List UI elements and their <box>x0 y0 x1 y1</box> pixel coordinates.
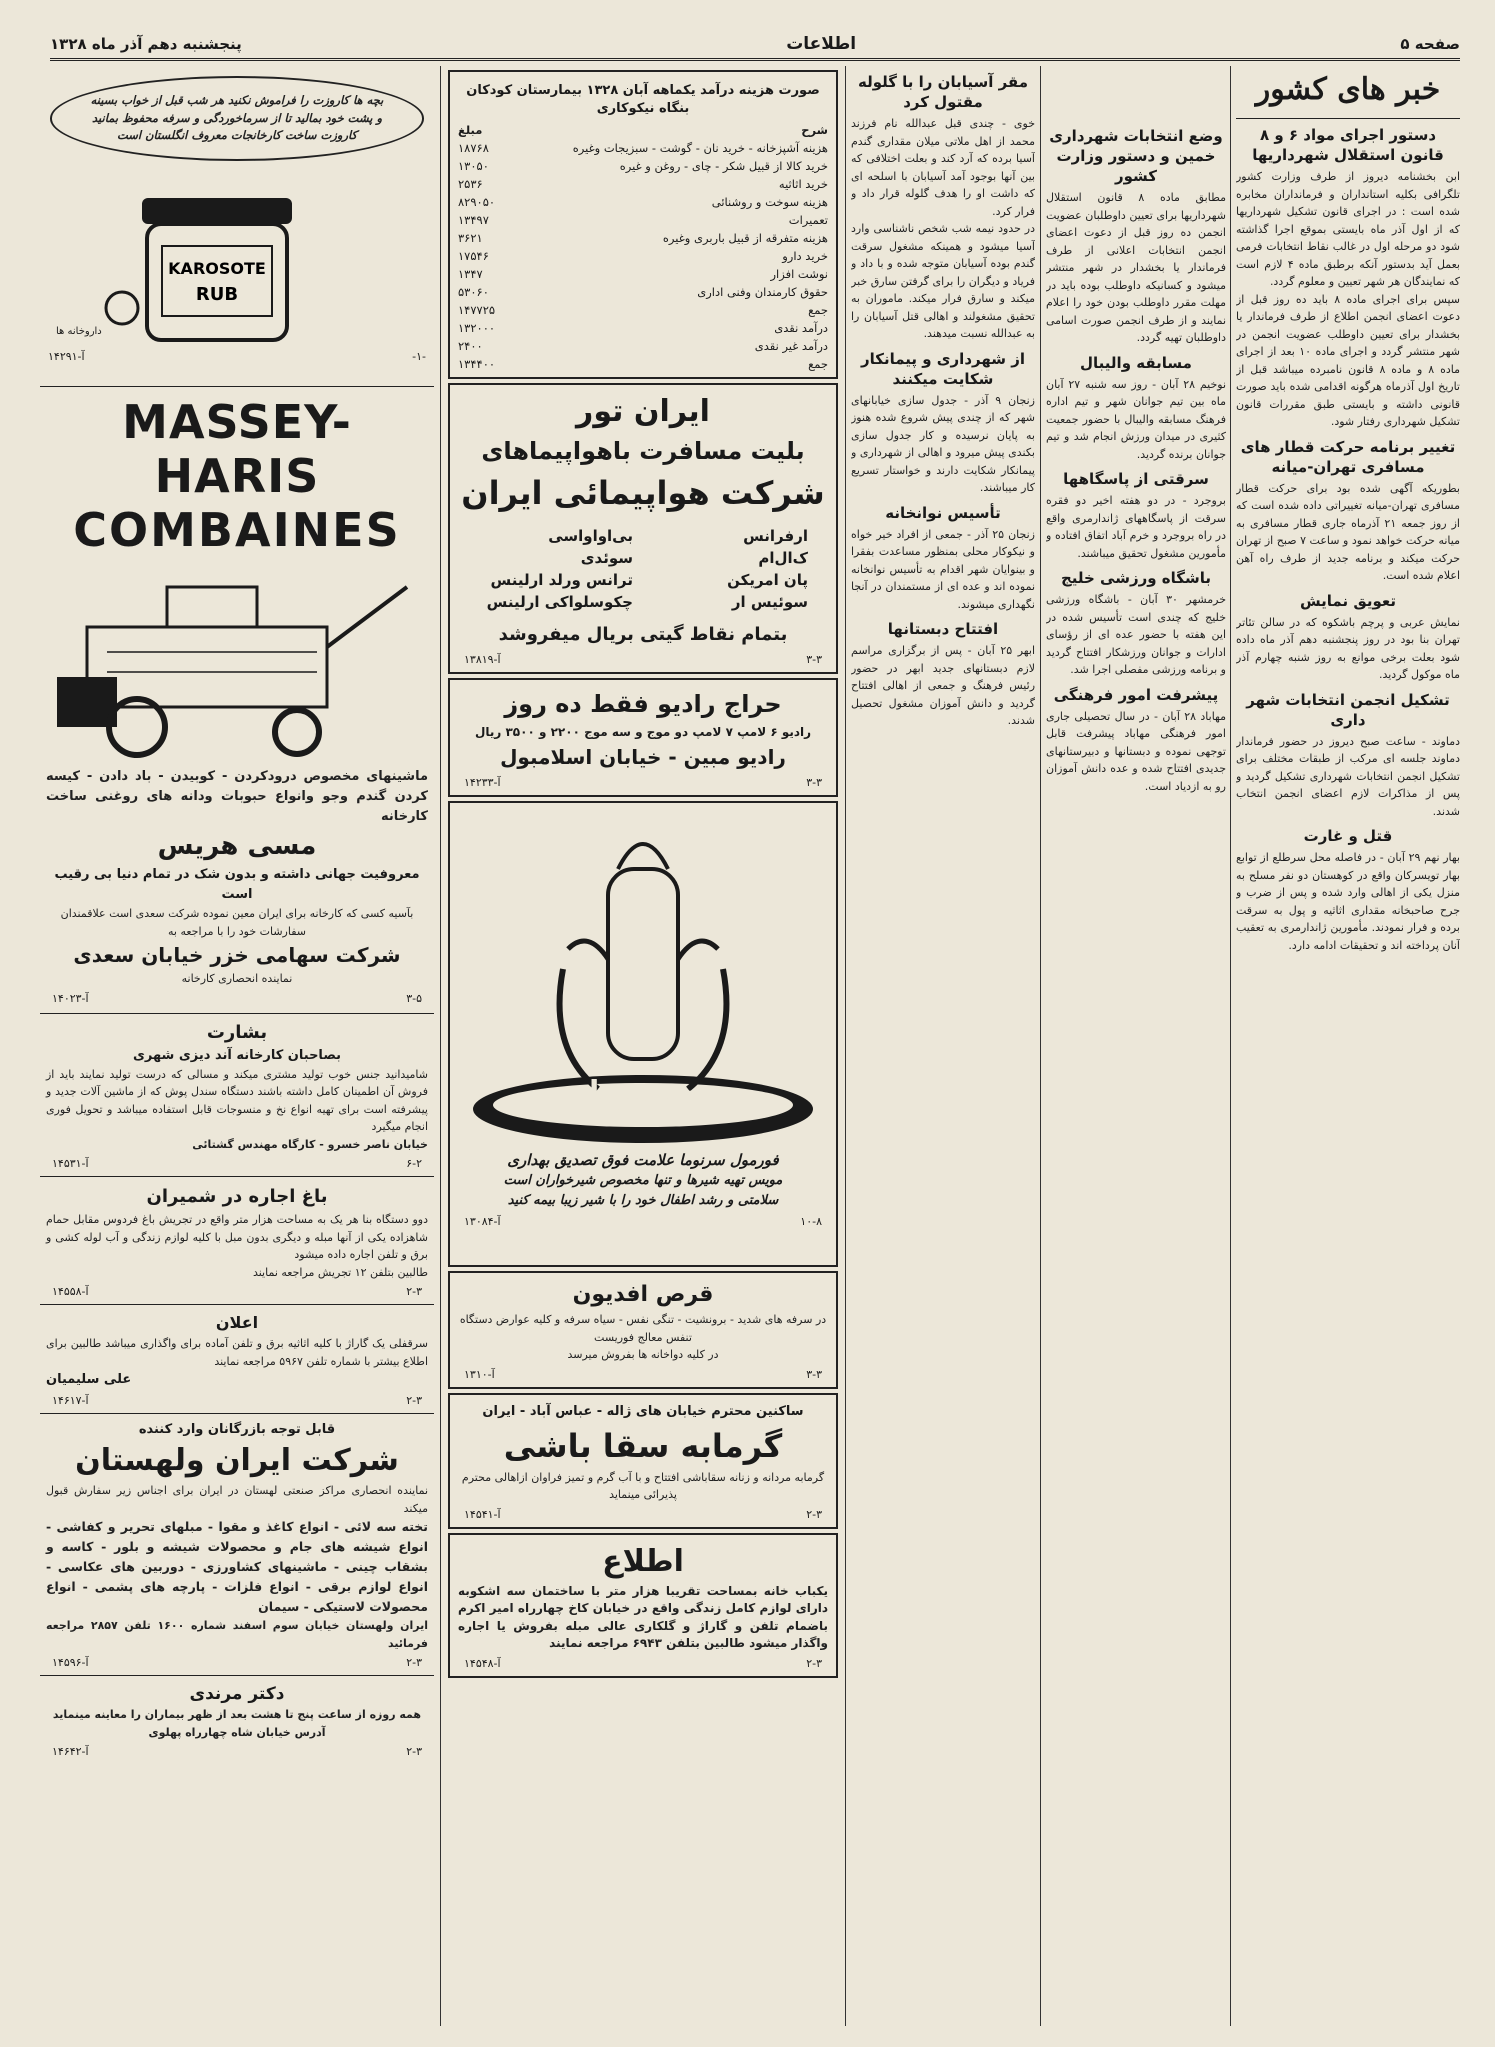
article-body: نوخیم ۲۸ آبان - روز سه شنبه ۲۷ آبان ماه بین تیم جوانان شهر و تیم اداره فرهنگ مسابقه والیبال با حضور جمعیت کثیری در میدان ورزش انجام شد و تیم جوانان برنده گردید. <box>1046 377 1226 461</box>
ad-run: ۳-۳ <box>806 653 822 666</box>
baby-formula-ad <box>448 801 838 1267</box>
tour-subtitle: بلیت مسافرت باهواپیماهای <box>481 437 805 465</box>
garage-notice-ad <box>40 1309 434 1409</box>
column-provincial-news <box>851 66 1035 730</box>
doctor-marandi-ad <box>40 1680 434 1760</box>
column-advertisements-left <box>40 66 434 1760</box>
garage-body: سرقفلی یک گاراژ با کلیه اثاثیه برق و تلفن آماده برای واگذاری میباشد طالبین برای اطلاع بیشتر با شماره تلفن ۵۹۶۷ مراجعه نمایند <box>46 1337 428 1368</box>
airline-name: ارفرانس <box>743 527 808 545</box>
poland-address: ایران ولهستان خیابان سوم اسفند شماره ۱۶۰۰ تلفن ۲۸۵۷ مراجعه فرمائید <box>46 1619 428 1650</box>
garden-body: دوو دستگاه بنا هر یک به مساحت هزار متر واقع در تجریش باغ فردوس مقابل حمام شاهزاده یکی از آنها مبله و دیگری بدون مبل با کلیه لوازم زندگی و آب لوله کشی و برق و تلفن اجاره داده میشود <box>46 1213 428 1261</box>
column-national-news <box>1236 66 1460 954</box>
report-amount: ۱۳۴۴۰۰ <box>458 357 496 371</box>
airline-name: چکوسلواکی ارلینس <box>486 593 633 611</box>
massey-company: شرکت سهامی خزر خیابان سعدی <box>73 943 401 967</box>
article-body: ابهر ۲۵ آبان - پس از برگزاری مراسم لازم دبستانهای جدید ابهر در حضور رئیس فرهنگ و جمعی از اهالی افتتاح گردید و دانش آموزان مشغول تحصیل شدند. <box>851 644 1035 727</box>
report-item: حقوق کارمندان وفنی اداری <box>697 285 828 299</box>
article-body: نمایش عربی و پرچم باشکوه که در سالن تئاتر تهران بنا بود در روز پنجشنبه دهم آذر ماه داده شود بعلت برخی موانع به روز شنبه چهارم آذر ماه موکول گردید. <box>1236 615 1460 681</box>
report-amount: ۳۶۲۱ <box>458 231 483 245</box>
article-body: بطوریکه آگهی شده بود برای حرکت قطار مسافری تهران-میانه تغییراتی داده شده است که از روز جمعه ۲۱ آذرماه جاری قطار مسافری به میانه حرکت خواهد نمود و ساعت ۷ صبح از تهران حرکت میکند و برنامه جدید از طرف راه آهن اعلام شده است. <box>1236 481 1460 582</box>
combine-harvester-illustration <box>47 557 427 767</box>
headline: افتتاح دبستانها <box>887 620 999 638</box>
massey-line: معروفیت جهانی داشته و بدون شک در تمام دنیا بی رقیب است <box>54 867 420 902</box>
ad-run: -۱- <box>412 350 426 363</box>
headline: مسابقه والیبال <box>1080 353 1192 372</box>
report-desc-header: شرح <box>801 123 828 137</box>
report-item: جمع <box>808 303 828 317</box>
besharat-body: شامیدانید جنس خوب تولید مشتری میکند و مسالی که درست تولید نمایند باید از فروش آن اطمینان کامل داشته باشند دستگاه سندل پوش که از ماشین آلات جدید و پیشرفته است برای تهیه انواع نخ و منسوجات قابل استفاده میباشد و تحویل فوری انجام میگیرد <box>46 1067 428 1133</box>
formula-caption-3: سلامتی و رشد اطفال خود را با شیر زیبا بیمه کنید <box>507 1193 779 1208</box>
ad-run: ۳-۳ <box>806 776 822 789</box>
bath-pretitle: ساکنین محترم خیابان های ژاله - عباس آباد - ایران <box>482 1403 804 1419</box>
article-body: بهار نهم ۲۹ آبان - در فاصله محل سرطلع از توابع بهار تویسرکان واقع در کوهستان دو نفر مسلح به منزل یکی از اهالی وارد شده و پس از ضرب و جرح صاحبخانه مقداری اثاثیه و پول به سرقت برده و فرار نمودند. مأمورین ژاندارمری به تعقیب آنان پرداخته اند و تحقیقات ادامه دارد. <box>1236 851 1460 952</box>
besharat-subtitle: بصاحبان کارخانه آند دیزی شهری <box>132 1047 342 1063</box>
ad-code: آ-۱۳۱۰ <box>464 1367 495 1381</box>
article-body: زنجان ۹ آذر - جدول سازی خیابانهای شهر که از چندی پیش شروع شده هنوز به پایان نرسیده و کار جدول سازی بکندی پیش میرود و اهالی از شهرداری و پیمانکار شکایت دارند و خواستار تسریع کار میباشند. <box>851 393 1035 494</box>
article-body: خرمشهر ۳۰ آبان - باشگاه ورزشی خلیج که چندی است تأسیس شده در این هفته با حضور عده ای از رؤسای ادارات و جوانان ورزشکار افتتاح گردید و برنامه ورزشی مفصلی اجرا شد. <box>1046 593 1226 676</box>
ad-run: ۲-۳ <box>406 1394 422 1407</box>
report-row <box>458 211 828 229</box>
saghabashi-bath-ad <box>448 1393 838 1529</box>
report-item: هزینه متفرقه از قبیل باربری وغیره <box>662 231 828 245</box>
radio-sale-ad <box>448 678 838 797</box>
report-row <box>458 247 828 265</box>
airline-list <box>478 527 808 611</box>
garden-rent-ad <box>40 1181 434 1300</box>
radio-title: حراج رادیو فقط ده روز <box>504 690 782 718</box>
article-body: در حدود نیمه شب شخص ناشناسی وارد آسیا میشود و همینکه مشغول سرقت گندم بوده آسیابان متوجه شده و با داد و فریاد و دیگران را برای گرفتن سارق خبر میکند و سارق فرار میکند. ماموران به تحقیق مشغولند و اهالی قتل آسیابان را به عبدالله نسبت میدهند. <box>851 222 1035 340</box>
ad-code: آ-۱۴۵۴۸ <box>464 1656 501 1670</box>
ad-run: ۱۰-۸ <box>800 1215 822 1228</box>
report-row <box>458 301 828 319</box>
report-item: خرید کالا از قبیل شکر - چای - روغن و غیره <box>619 159 828 173</box>
report-item: هزینه آشپزخانه - خرید نان - گوشت - سبزیجات وغیره <box>572 141 828 155</box>
ad-code: آ-۱۴۵۴۱ <box>464 1507 501 1521</box>
report-amount: ۱۳۴۹۷ <box>458 213 489 227</box>
jar-sublabel: RUB <box>195 284 239 305</box>
report-item: درآمد غیر نقدی <box>754 339 828 353</box>
massey-harris-ad <box>40 391 434 1009</box>
report-amount: ۱۳۲۰۰۰ <box>458 321 496 335</box>
report-item: خرید اثاثیه <box>778 177 828 191</box>
ad-code: آ-۱۳۰۸۴ <box>464 1215 501 1228</box>
besharat-ad <box>40 1018 434 1173</box>
bath-title: گرمابه سقا باشی <box>503 1426 783 1465</box>
report-row <box>458 337 828 355</box>
massey-title: MASSEY-HARIS <box>122 395 352 503</box>
poland-desc: نماینده انحصاری مراکز صنعتی لهستان در ایران برای اجناس زیر سفارش قبول میکند <box>46 1484 428 1515</box>
column-municipal-news <box>1046 66 1226 795</box>
report-item: تعمیرات <box>788 213 828 227</box>
ointment-jar-illustration <box>102 188 342 348</box>
report-item: خرید دارو <box>782 249 828 263</box>
article-body: مهاباد ۲۸ آبان - در سال تحصیلی جاری امور فرهنگی مهاباد پیشرفت قابل توجهی نموده و دبستانها و دبیرستانهای جدیدی افتتاح شده و عده دانش آموزان رو به ازدیاد است. <box>1046 709 1226 793</box>
report-row <box>458 319 828 337</box>
doctor-hours: همه روزه از ساعت پنج تا هشت بعد از ظهر بیماران را معاینه مینماید <box>52 1708 422 1721</box>
ad-code: آ-۱۴۵۹۶ <box>52 1656 89 1669</box>
ad-code: آ-۱۴۰۲۳ <box>52 991 89 1005</box>
tour-title: ایران تور <box>576 394 710 429</box>
jar-label: KAROSOTE <box>168 259 266 278</box>
besharat-address: خیابان ناصر خسرو - کارگاه مهندس گشتائی <box>192 1137 428 1151</box>
garage-title: اعلان <box>215 1313 259 1332</box>
massey-desc: ماشینهای مخصوص درودکردن - کوبیدن - باد دادن - کیسه کردن گندم وجو وانواع حبوبات ودانه های روغنی ساخت کارخانه <box>46 769 428 824</box>
afdiyoun-tablet-ad <box>448 1271 838 1389</box>
notice-body: یکباب خانه بمساحت تقریبا هزار متر با ساختمان سه اشکوبه دارای لوازم کامل زندگی واقع در خیابان کاخ چهارراه امیر اکرم باضمام تلفن و گاراژ و گلکاری عالی مبله بفروش یا اجاره واگذار میشود طالبین بتلفن ۶۹۴۳ مراجعه نمایند <box>458 1583 828 1650</box>
report-row <box>458 175 828 193</box>
headline: دستور اجرای مواد ۶ و ۸ قانون استقلال شهرداریها <box>1252 126 1444 164</box>
ad-code: آ-۱۴۵۵۸ <box>52 1285 89 1298</box>
headline: تأسیس نوانخانه <box>885 503 1001 522</box>
airline-name: ترانس ورلد ارلینس <box>490 571 633 589</box>
report-amount: ۲۴۰۰ <box>458 339 483 353</box>
ad-code: آ-۱۴۶۱۷ <box>52 1394 89 1407</box>
airline-name: بی‌او‌ا‌و‌اسی <box>548 527 633 545</box>
issue-date: پنجشنبه دهم آذر ماه ۱۳۲۸ <box>50 35 242 53</box>
article-body: سپس برای اجرای ماده ۸ باید ده روز قبل از دعوت اعضای انجمن اطلاع از طرف فرماندار یا بخشدار برای تعیین داوطلب عضویت انجمن در شهر منتشر گردد و اجرای ماده ۱۰ بعد از اجرای ماده ۸ و ماده ۸ قانون نامبرده میباشد قبل از تاریخ اول آذرماه هرگونه اقدامی شده باید صورت قانونی داشته و بایستی طبق مقررات قانون تشکیل شهرداری رفتار شود. <box>1236 292 1460 428</box>
article-body: بروجرد - در دو هفته اخیر دو فقره سرقت از پاسگاههای ژاندارمری واقع در راه بروجرد و خرم آباد اتفاق افتاده و مأمورین مشغول تحقیق میباشند. <box>1046 494 1226 560</box>
headline: سرقتی از پاسگاهها <box>1063 470 1209 488</box>
report-amount: ۸۲۹۰۵۰ <box>458 195 496 209</box>
ad-code: آ-۱۴۵۳۱ <box>52 1157 89 1170</box>
article-body: زنجان ۲۵ آذر - جمعی از افراد خیر خواه و نیکوکار محلی بمنظور مساعدت بفقرا و بینوایان شهر اقدام به تأسیس نوانخانه نموده اند و عده ای از مستمندان در آنجا نگهداری میشوند. <box>851 527 1035 611</box>
report-amount: ۱۸۷۶۸ <box>458 141 489 155</box>
newspaper-name: اطلاعات <box>786 34 857 54</box>
jar-speech-bubble: بچه ها کاروزت را فراموش نکنید هر شب قبل از خواب بسینه و پشت خود بمالید تا از سرماخوردگی و سرفه محفوظ بمانید کاروزت ساخت کارخانجات معروف انگلستان است <box>50 76 424 161</box>
report-row <box>458 193 828 211</box>
ad-run: ۳-۵ <box>406 991 422 1005</box>
ad-run: ۲-۳ <box>406 1745 422 1758</box>
report-amount: ۱۷۵۴۶ <box>458 249 489 263</box>
page-header <box>50 30 1460 61</box>
notice-title: اطلاع <box>602 1543 684 1579</box>
report-row <box>458 229 828 247</box>
formula-caption-2: مویس تهیه شیرها و تنها مخصوص شیرخواران است <box>503 1173 783 1188</box>
poland-pretitle: قابل توجه بازرگانان وارد کننده <box>138 1422 336 1437</box>
headline: قتل و غارت <box>1303 827 1393 845</box>
poland-items: تخته سه لائی - انواع کاغذ و مقوا - مبلهای تحریر و کفاشی - انواع شیشه های جام و محصولات شیشه و بلور - کاسه و بشقاب چینی - ماشینهای کشاورزی - دوربین های عکاسی - انواع لوازم برقی - انواع فلزات - پارچه های پشمی - انواع محصولات لاستیکی - سیمان <box>46 1519 428 1614</box>
column-advertisements-middle <box>446 66 840 1682</box>
ad-run: ۳-۳ <box>806 1367 822 1381</box>
afdiyoun-sell: در کلیه دواخانه ها بفروش میرسد <box>567 1348 719 1361</box>
ad-run: ۲-۳ <box>806 1507 822 1521</box>
ad-code: آ-۱۳۸۱۹ <box>464 653 501 666</box>
page-number: صفحه ۵ <box>1400 35 1460 53</box>
radio-desc: رادیو ۶ لامپ ۷ لامپ دو موج و سه موج ۲۲۰۰ و ۳۵۰۰ ریال <box>474 725 812 739</box>
report-row <box>458 157 828 175</box>
airline-name: سوئیس ار <box>731 593 808 611</box>
ad-run: ۲-۳ <box>406 1656 422 1669</box>
article-body: مطابق ماده ۸ قانون استقلال شهرداریها برای تعیین داوطلبان عضویت انجمن ده روز قبل از دعوت اعضای انجمن انتخابات اعلانی از طرف فرماندار یا بخشدار در شهر منتشر میشود و کسانیکه داوطلب بوده باید در مهلت مقرر داوطلب بودن خود را اعلام نمایند و از طرف انجمن صورت اسامی داوطلبان تهیه گردد. <box>1046 191 1226 344</box>
report-amount: ۱۴۷۷۲۵ <box>458 303 496 317</box>
headline: وضع انتخابات شهرداری خمین و دستور وزارت کشور <box>1049 127 1223 185</box>
garden-contact: طالبین بتلفن ۱۲ تجریش مراجعه نمایند <box>252 1265 428 1279</box>
garden-title: باغ اجاره در شمیران <box>146 1186 328 1207</box>
formula-brand: سرنوما <box>588 1075 698 1110</box>
massey-info: بآسیه کسی که کارخانه برای ایران معین نموده شرکت سعدی است علاقمندان سفارشات خود را با مراجعه به <box>60 907 414 938</box>
iran-tour-ad <box>448 383 838 674</box>
report-item: درآمد نقدی <box>774 321 828 335</box>
report-amount: ۲۵۳۶ <box>458 177 483 191</box>
massey-brand: مسی هریس <box>157 831 317 861</box>
ad-run: ۶-۲ <box>406 1157 422 1170</box>
ad-code: آ-۱۴۲۳۳ <box>464 776 501 789</box>
report-item: هزینه سوخت و روشنائی <box>711 195 828 209</box>
report-amount: ۱۳۴۷ <box>458 267 483 281</box>
massey-agent: نماینده انحصاری کارخانه <box>181 972 293 985</box>
section-title: خبر های کشور <box>1255 72 1441 107</box>
bath-desc: گرمابه مردانه و زنانه سقاباشی افتتاح و با آب گرم و تمیز فراوان ازاهالی محترم پذیرائی مینماید <box>461 1470 825 1501</box>
report-row <box>458 283 828 301</box>
headline: تغییر برنامه حرکت قطار های مسافری تهران-میانه <box>1240 437 1456 476</box>
formula-caption: فورمول سرنوما علامت فوق تصدیق بهداری <box>507 1151 779 1169</box>
report-item: جمع <box>808 357 828 371</box>
tour-company: شرکت هواپیمائی ایران <box>461 474 825 512</box>
report-amount-header: مبلغ <box>458 123 483 137</box>
karosote-rub-ad <box>42 70 432 382</box>
afdiyoun-title: قرص افدیون <box>572 1282 714 1307</box>
headline: پیشرفت امور فرهنگی <box>1053 685 1219 704</box>
radio-shop: رادیو مبین - خیابان اسلامبول <box>500 745 786 769</box>
doctor-title: دکتر مرندی <box>189 1684 285 1704</box>
jar-seller: داروخانه ها <box>56 326 102 337</box>
airline-name: سوئدی <box>580 549 633 567</box>
article-body: ابن بخشنامه دیروز از طرف وزارت کشور تلگرافی بکلیه استانداران و فرمانداران مخابره شده است : در اجرای قانون تشکیل شهرداریها که از اول آذر ماه بایستی بموقع اجرا گذاشته شود دو مرحله اول در غالب نقاط انتخابات فرمی بعمل آید بدستور آنکه برطبق ماده ۴ لازم است که نمایندگان هر شهر تعیین و معلوم گردد. <box>1236 170 1460 288</box>
headline: تشکیل انجمن انتخابات شهر داری <box>1246 690 1450 729</box>
report-item: نوشت افزار <box>770 267 828 281</box>
headline: مقر آسیابان را با گلوله مقتول کرد <box>857 73 1029 111</box>
ad-run: ۲-۳ <box>406 1285 422 1298</box>
poland-title: شرکت ایران ولهستان <box>75 1443 399 1478</box>
doctor-address: آدرس خیابان شاه چهارراه پهلوی <box>148 1725 326 1739</box>
headline: تعویق نمایش <box>1299 591 1397 610</box>
report-row <box>458 265 828 283</box>
tour-note: بتمام نقاط گیتی بریال میفروشد <box>498 624 788 645</box>
hospital-expense-report <box>448 70 838 379</box>
ad-code: آ-۱۴۲۹۱ <box>48 350 85 363</box>
iran-poland-company-ad <box>40 1418 434 1671</box>
report-row <box>458 355 828 373</box>
garage-name: علی سلیمیان <box>46 1372 132 1387</box>
report-row <box>458 139 828 157</box>
headline: باشگاه ورزشی خلیج <box>1060 569 1212 587</box>
afdiyoun-desc: در سرفه های شدید - برونشیت - تنگی نفس - سیاه سرفه و کلیه عوارض دستگاه تنفس معالج فوریست <box>459 1313 827 1344</box>
house-sale-notice <box>448 1533 838 1678</box>
airline-name: پان امریکن <box>727 571 808 589</box>
report-amount: ۱۳۰۵۰ <box>458 159 489 173</box>
article-body: خوی - چندی قبل عبدالله نام فرزند محمد از اهل ملاتی میلان مقداری گندم آسیا برده که آرد کند و بعلت اختلافی که بین آنها بوجود آمد آسیابان با اسلحه ای که داشت او را هدف گلوله قرار داد و فرار کرد. <box>851 117 1035 218</box>
report-table <box>458 139 828 373</box>
ad-code: آ-۱۴۶۴۲ <box>52 1745 89 1758</box>
ad-run: ۲-۳ <box>806 1656 822 1670</box>
airline-name: ک‌ال‌ام <box>758 549 808 567</box>
besharat-title: بشارت <box>206 1021 268 1043</box>
massey-subtitle: COMBAINES <box>73 503 401 557</box>
article-body: دماوند - ساعت صبح دیروز در حضور فرماندار دماوند جلسه ای مرکب از طبقات مختلف برای تشکیل انجمن انتخابات شهرداری تشکیل گردید و پس از مذاکرات لازم اعضای انجمن انتخاب شدند. <box>1236 734 1460 818</box>
report-title: صورت هزینه درآمد یکماهه آبان ۱۳۲۸ بیمارستان کودکان بنگاه نیکوکاری <box>466 83 820 116</box>
report-amount: ۵۳۰۶۰ <box>458 285 489 299</box>
headline: از شهرداری و پیمانکار شکایت میکنند <box>860 349 1026 388</box>
